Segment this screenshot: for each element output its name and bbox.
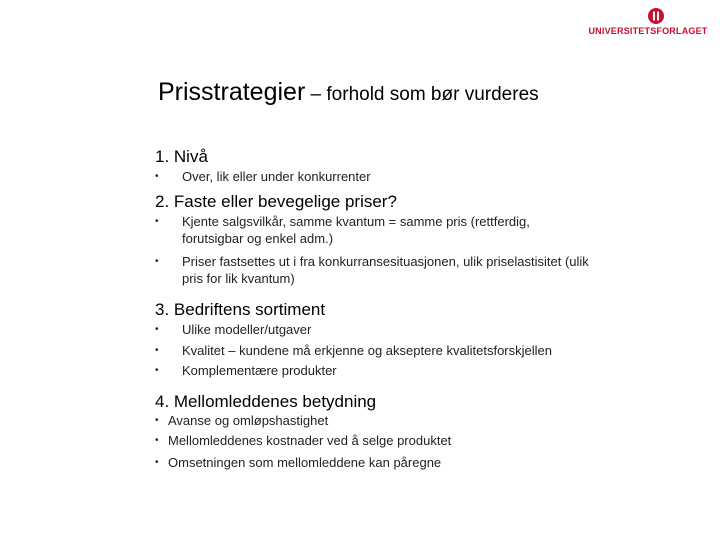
bullet-icon: •	[155, 256, 159, 267]
section-heading-level: 1. Nivå	[155, 147, 208, 166]
list-item-text: Avanse og omløpshastighet	[168, 413, 329, 428]
slide-title	[158, 78, 539, 107]
bullet-icon: •	[155, 435, 159, 446]
bullet-icon: •	[155, 365, 159, 376]
section-heading-intermediaries: 4. Mellomleddenes betydning	[155, 392, 377, 411]
logo-emblem-icon	[648, 8, 664, 24]
list-item-text: Priser fastsettes ut i fra konkurransesituasjonen, ulik priselastisitet (ulik pris for lik kvantum)	[182, 254, 589, 286]
bullet-icon: •	[155, 415, 159, 426]
list-item-text: Mellomleddenes kostnader ved å selge produktet	[168, 433, 452, 448]
list-item-text: Over, lik eller under konkurrenter	[182, 169, 371, 184]
list-item-text: Kjente salgsvilkår, samme kvantum = samme pris (rettferdig, forutsigbar og enkel adm.)	[182, 214, 530, 246]
logo-text: UNIVERSITETSFORLAGET	[588, 26, 708, 36]
bullet-icon: •	[155, 324, 159, 335]
list-item-text: Ulike modeller/utgaver	[182, 322, 312, 337]
title-main: Prisstrategier	[158, 78, 306, 106]
list-item-text: Kvalitet – kundene må erkjenne og akseptere kvalitetsforskjellen	[182, 343, 552, 358]
section-heading-product-range: 3. Bedriftens sortiment	[155, 300, 326, 319]
bullet-icon: •	[155, 457, 159, 468]
publisher-logo	[584, 8, 712, 40]
title-subtitle: – forhold som bør vurderes	[305, 84, 539, 105]
bullet-icon: •	[155, 345, 159, 356]
list-item-text: Komplementære produkter	[182, 363, 337, 378]
bullet-icon: •	[155, 216, 159, 227]
bullet-icon: •	[155, 171, 159, 182]
list-item-text: Omsetningen som mellomleddene kan påregne	[168, 455, 442, 470]
section-heading-fixed-or-variable-prices: 2. Faste eller bevegelige priser?	[155, 192, 397, 211]
